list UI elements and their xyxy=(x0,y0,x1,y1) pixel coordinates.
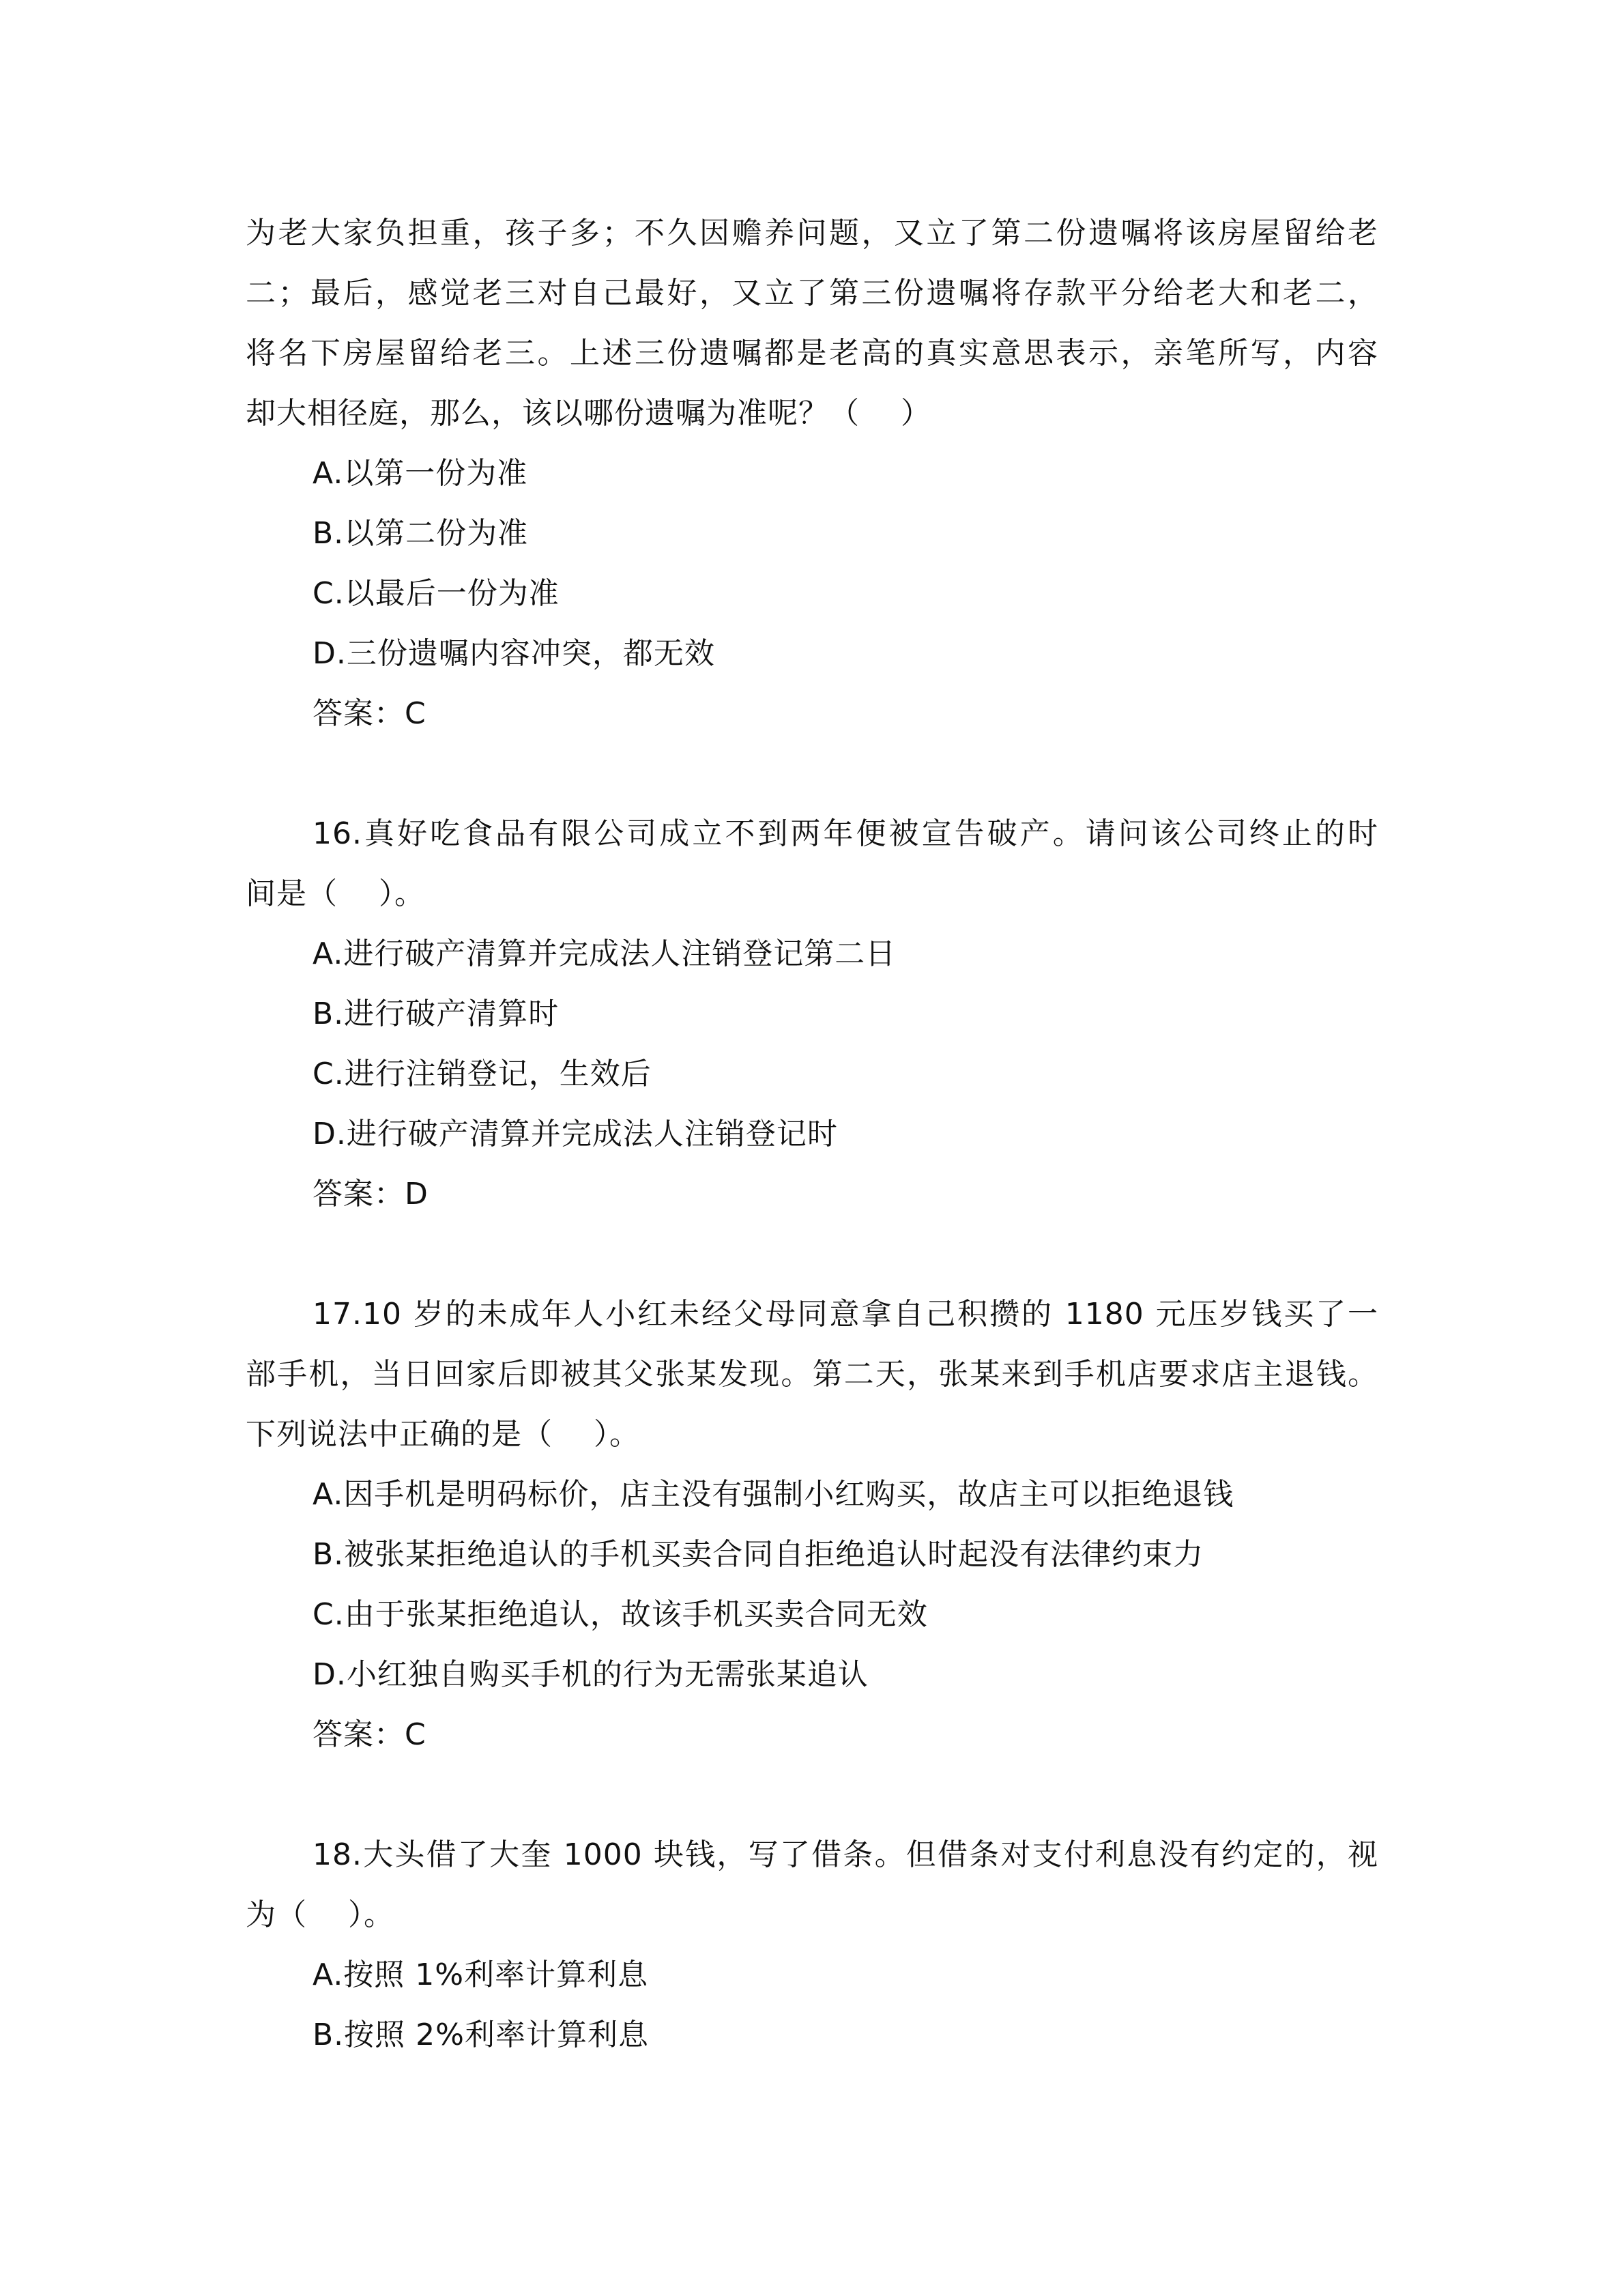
q17-option-d: D.小红独自购买手机的行为无需张某追认 xyxy=(313,1657,869,1692)
q15-option-c: C.以最后一份为准 xyxy=(313,576,560,611)
q15-stem-line-4: 却大相径庭，那么，该以哪份遗嘱为准呢？（ ） xyxy=(246,396,931,431)
q15-stem-line-3: 将名下房屋留给老三。上述三份遗嘱都是老高的真实意思表示，亲笔所写，内容 xyxy=(246,336,1378,371)
q18-stem-line-2: 为（ ）。 xyxy=(246,1897,394,1932)
q16-answer: 答案：D xyxy=(313,1177,429,1211)
q15-stem-line-1: 为老大家负担重，孩子多；不久因赡养问题，又立了第二份遗嘱将该房屋留给老 xyxy=(246,216,1378,250)
q17-stem-line-3: 下列说法中正确的是（ ）。 xyxy=(246,1417,640,1452)
q17-option-b: B.被张某拒绝追认的手机买卖合同自拒绝追认时起没有法律约束力 xyxy=(313,1537,1204,1572)
q18-option-a: A.按照 1%利率计算利息 xyxy=(313,1957,649,1992)
q17-option-c: C.由于张某拒绝追认，故该手机买卖合同无效 xyxy=(313,1597,928,1632)
q16-option-b: B.进行破产清算时 xyxy=(313,996,560,1031)
q16-option-c: C.进行注销登记，生效后 xyxy=(313,1057,652,1091)
q17-answer: 答案：C xyxy=(313,1717,426,1752)
q15-option-a: A.以第一份为准 xyxy=(313,456,528,491)
q17-stem-line-2: 部手机，当日回家后即被其父张某发现。第二天，张某来到手机店要求店主退钱。 xyxy=(246,1357,1378,1392)
q15-option-d: D.三份遗嘱内容冲突，都无效 xyxy=(313,636,715,671)
q16-stem-line-1: 16.真好吃食品有限公司成立不到两年便被宣告破产。请问该公司终止的时 xyxy=(313,816,1378,851)
q16-option-d: D.进行破产清算并完成法人注销登记时 xyxy=(313,1117,838,1151)
q16-stem-line-2: 间是（ ）。 xyxy=(246,876,425,911)
q15-option-b: B.以第二份为准 xyxy=(313,516,529,551)
q16-option-a: A.进行破产清算并完成法人注销登记第二日 xyxy=(313,936,897,971)
q17-option-a: A.因手机是明码标价，店主没有强制小红购买，故店主可以拒绝退钱 xyxy=(313,1477,1234,1512)
q15-answer: 答案：C xyxy=(313,696,426,731)
q18-option-b: B.按照 2%利率计算利息 xyxy=(313,2018,649,2052)
q18-stem-line-1: 18.大头借了大奎 1000 块钱，写了借条。但借条对支付利息没有约定的，视 xyxy=(313,1837,1378,1872)
q15-stem-line-2: 二；最后，感觉老三对自己最好，又立了第三份遗嘱将存款平分给老大和老二， xyxy=(246,276,1378,311)
q17-stem-line-1: 17.10 岁的未成年人小红未经父母同意拿自己积攒的 1180 元压岁钱买了一 xyxy=(313,1297,1378,1332)
